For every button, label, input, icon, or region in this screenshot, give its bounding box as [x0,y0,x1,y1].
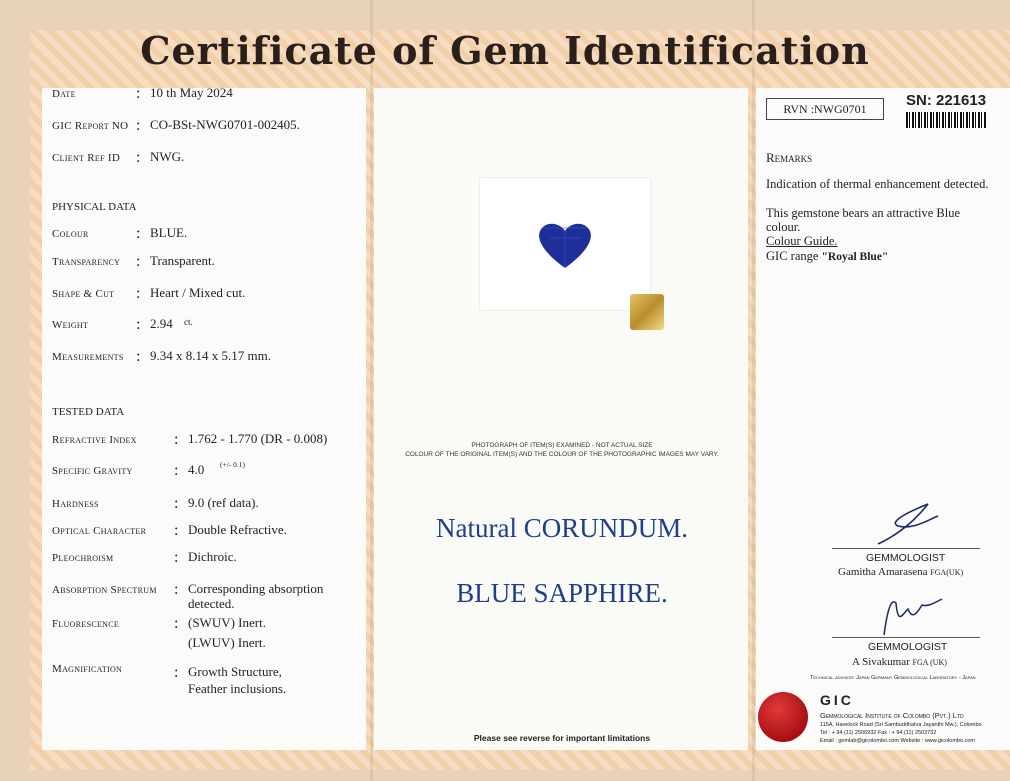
absorption-value: Corresponding absorption [188,581,324,596]
ri-label: Refractive Index [52,434,137,446]
heart-sapphire-image [480,178,650,310]
optical-value: Double Refractive. [188,522,287,537]
pleochroism-value: Dichroic. [188,549,237,564]
barcode-icon [906,112,986,128]
shape-value: Heart / Mixed cut. [150,285,246,300]
fluorescence-label: Fluorescence [52,618,120,630]
client-value: NWG. [150,149,185,164]
org-phone: Tel : + 94 (11) 2506932 Fax : + 94 (11) 2503732 [820,730,937,736]
gic-range: GIC range "Royal Blue" [766,249,889,263]
org-web: Email : gemlab@gicolombo.com Website : www.gicolombo.com [820,738,975,744]
hardness-label: Hardness [52,498,99,510]
fold-line [370,0,373,781]
gem-photo [480,178,650,310]
remarks-heading: Remarks [766,150,813,165]
variety: BLUE SAPPHIRE. [456,578,668,608]
fluorescence-sw: (SWUV) Inert. [188,615,266,630]
wax-seal-icon [758,692,808,742]
colour-guide: Colour Guide. [766,234,838,248]
security-hologram [630,294,664,330]
remark-thermal: Indication of thermal enhancement detected. [766,177,989,191]
remark-colour-2: colour. [766,220,801,234]
shape-label: Shape & Cut [52,288,115,300]
remark-colour: This gemstone bears an attractive Blue [766,206,961,220]
gic-range-value: "Royal Blue" [821,251,889,263]
org-name: Gemmological Institute of Colombo (Pvt.) Ltd [820,711,964,720]
photo-caption: PHOTOGRAPH OF ITEM(S) EXAMINED - NOT ACTUAL SIZE [471,442,653,449]
tested-heading: TESTED DATA [52,406,125,418]
absorption-label: Absorption Spectrum [52,584,157,596]
date-value: 10 th May 2024 [150,85,233,100]
limitations-note: Please see reverse for important limitations [473,733,651,743]
serial-number: SN: 221613 [906,92,987,109]
sg-tolerance: (+/- 0.1) [220,460,246,469]
sg-value: 4.0 [188,462,205,477]
report-value: CO-BSt-NWG0701-002405. [150,117,300,132]
fluorescence-lw: (LWUV) Inert. [188,635,266,650]
colour-label: Colour [52,228,89,240]
org-abbr: GIC [820,692,854,708]
photo-caption-2: COLOUR OF THE ORIGINAL ITEM(S) AND THE COLOUR OF THE PHOTOGRAPHIC IMAGES MAY VARY. [405,451,719,458]
magnification-value: Growth Structure, [188,664,282,679]
gemmologist-1-name: Gamitha Amarasena FGA(UK) [838,566,964,578]
technical-advisor: Technical advisor: Japan Germany Gemmological Laboratory - Japan [810,675,976,681]
rvn-box: RVN :NWG0701 [766,98,884,120]
gemmologist-2-name: A Sivakumar FGA (UK) [852,656,947,668]
weight-value: 2.94 [150,316,173,331]
client-label: Client Ref ID [52,152,121,164]
colour-value: BLUE. [150,225,188,240]
org-address: 115A, Havelock Road (Sri Sambuddhatva Jayanthi Mw.), Colombo [820,722,982,728]
date-label: Date [52,88,76,100]
signature-1 [868,500,948,552]
magnification-label: Magnification [52,663,123,675]
weight-label: Weight [52,319,89,331]
species: Natural CORUNDUM. [436,513,688,543]
pleochroism-label: Pleochroism [52,552,114,564]
gemmologist-2-title: GEMMOLOGIST [868,641,948,653]
gemmologist-1-title: GEMMOLOGIST [866,552,946,564]
signature-2 [872,595,952,640]
absorption-value-2: detected. [188,596,235,611]
report-label: GIC Report NO [52,120,129,132]
transparency-value: Transparent. [150,253,215,268]
magnification-value-2: Feather inclusions. [188,681,287,696]
measurements-label: Measurements [52,351,124,363]
hardness-value: 9.0 (ref data). [188,495,259,510]
transparency-label: Transparency [52,256,121,268]
sg-label: Specific Gravity [52,465,133,477]
fold-line [752,0,755,781]
physical-heading: PHYSICAL DATA [52,201,137,213]
ri-value: 1.762 - 1.770 (DR - 0.008) [188,431,328,446]
weight-unit: ct. [184,317,193,327]
optical-label: Optical Character [52,525,147,537]
certificate-title: Certificate of Gem Identification [140,28,870,73]
measurements-value: 9.34 x 8.14 x 5.17 mm. [150,348,271,363]
